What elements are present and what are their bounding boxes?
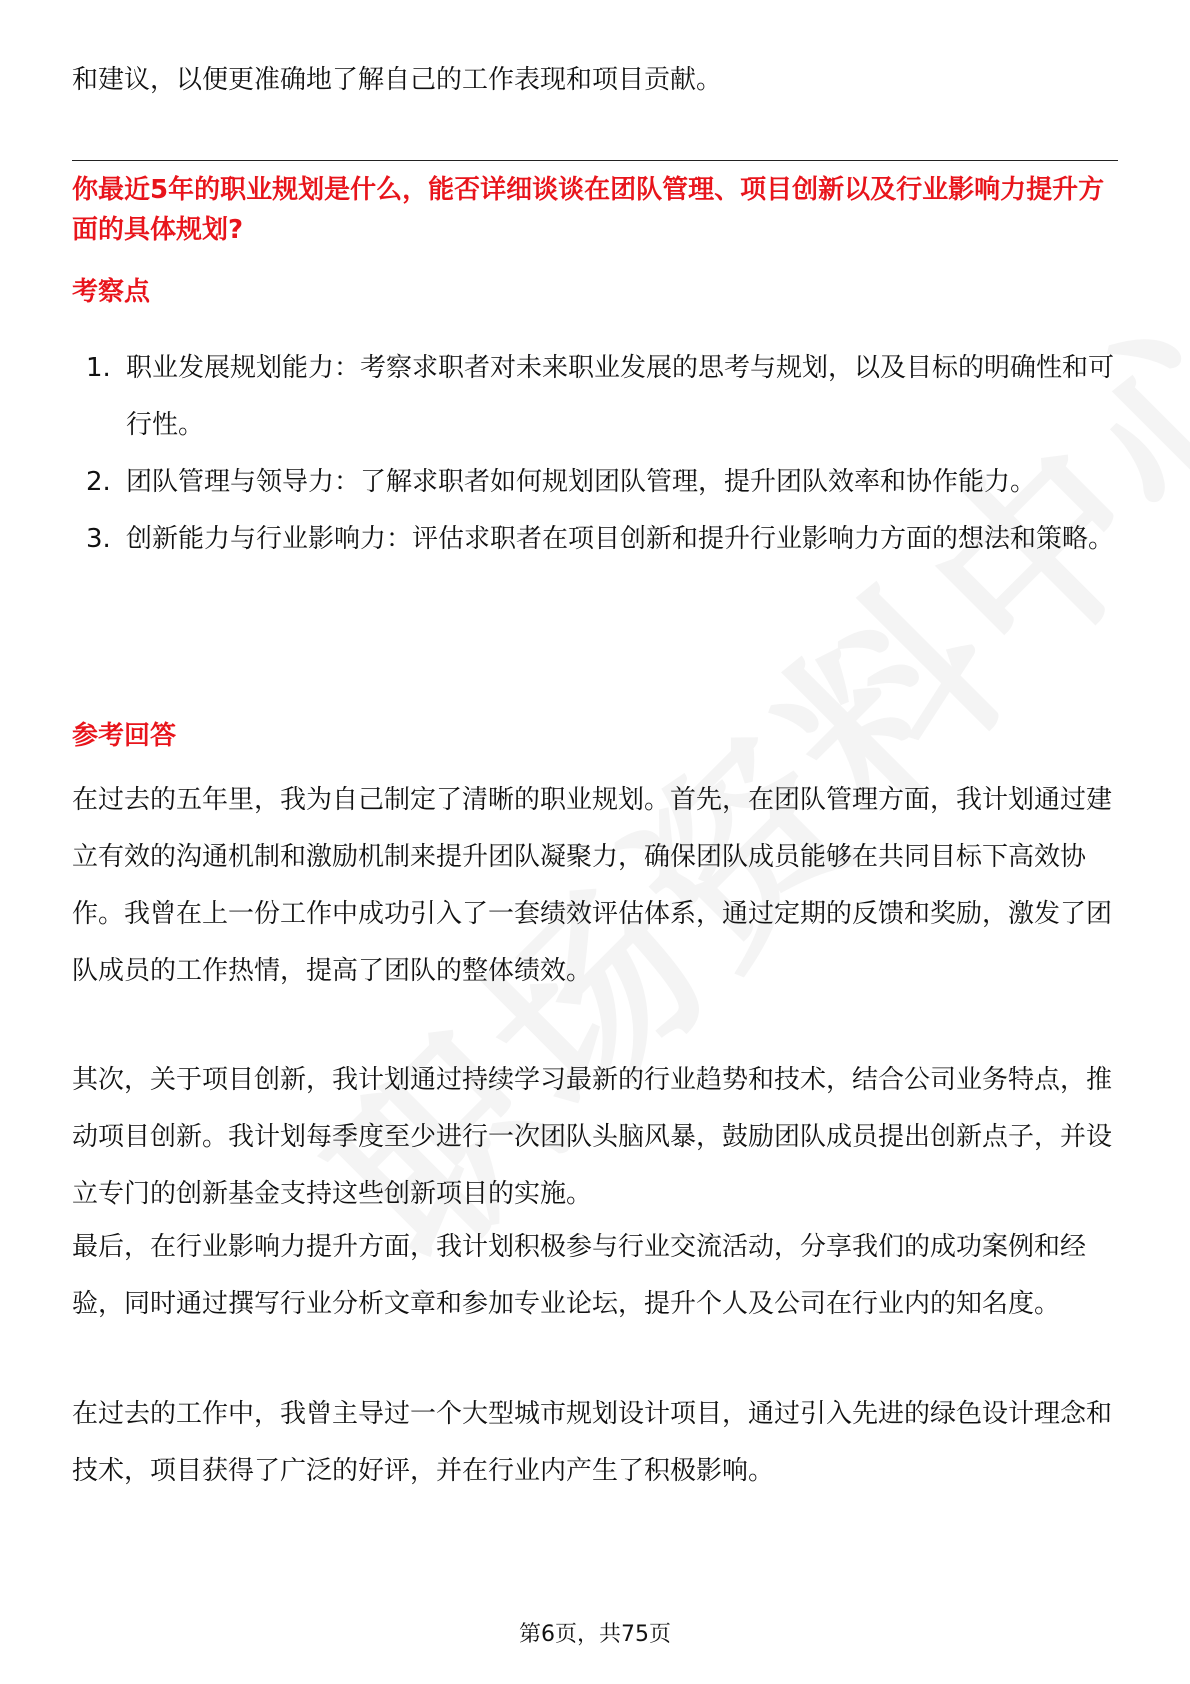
heading-cankao: 参考回答 — [72, 721, 177, 751]
answer-paragraph: 在过去的五年里，我为自己制定了清晰的职业规划。首先，在团队管理方面，我计划通过建立有效的沟通机制和激励机制来提升团队凝聚力，确保团队成员能够在共同目标下高效协作。我曾在上一份工作中成功引入了一套绩效评估体系，通过定期的反馈和奖励，激发了团队成员的工作热情，提高了团队的整体绩效。 — [72, 785, 1113, 986]
list-number: 1. — [86, 353, 111, 383]
page-footer: 第6页，共75页 — [519, 1622, 671, 1647]
lead-text: 和建议，以便更准确地了解自己的工作表现和项目贡献。 — [72, 65, 723, 95]
list-item — [72, 340, 1118, 454]
list-item — [72, 454, 1118, 511]
list-text: 创新能力与行业影响力：评估求职者在项目创新和提升行业影响力方面的想法和策略。 — [126, 524, 1115, 554]
list-item — [72, 511, 1118, 568]
list-text: 职业发展规划能力：考察求职者对未来职业发展的思考与规划，以及目标的明确性和可行性。 — [126, 353, 1115, 440]
answer-paragraph: 最后，在行业影响力提升方面，我计划积极参与行业交流活动，分享我们的成功案例和经验，同时通过撰写行业分析文章和参加专业论坛，提升个人及公司在行业内的知名度。 — [72, 1232, 1087, 1319]
list-number: 2. — [86, 467, 111, 497]
answer-paragraph: 其次，关于项目创新，我计划通过持续学习最新的行业趋势和技术，结合公司业务特点，推动项目创新。我计划每季度至少进行一次团队头脑风暴，鼓励团队成员提出创新点子，并设立专门的创新基金支持这些创新项目的实施。 — [72, 1065, 1113, 1209]
answer-paragraph: 在过去的工作中，我曾主导过一个大型城市规划设计项目，通过引入先进的绿色设计理念和技术，项目获得了广泛的好评，并在行业内产生了积极影响。 — [72, 1399, 1113, 1486]
points-list — [72, 340, 1118, 568]
question-title: 你最近5年的职业规划是什么，能否详细谈谈在团队管理、项目创新以及行业影响力提升方面的具体规划? — [72, 175, 1105, 245]
list-text: 团队管理与领导力：了解求职者如何规划团队管理，提升团队效率和协作能力。 — [126, 467, 1037, 497]
heading-kaocha: 考察点 — [72, 277, 151, 307]
divider — [72, 160, 1118, 161]
list-number: 3. — [86, 524, 111, 554]
